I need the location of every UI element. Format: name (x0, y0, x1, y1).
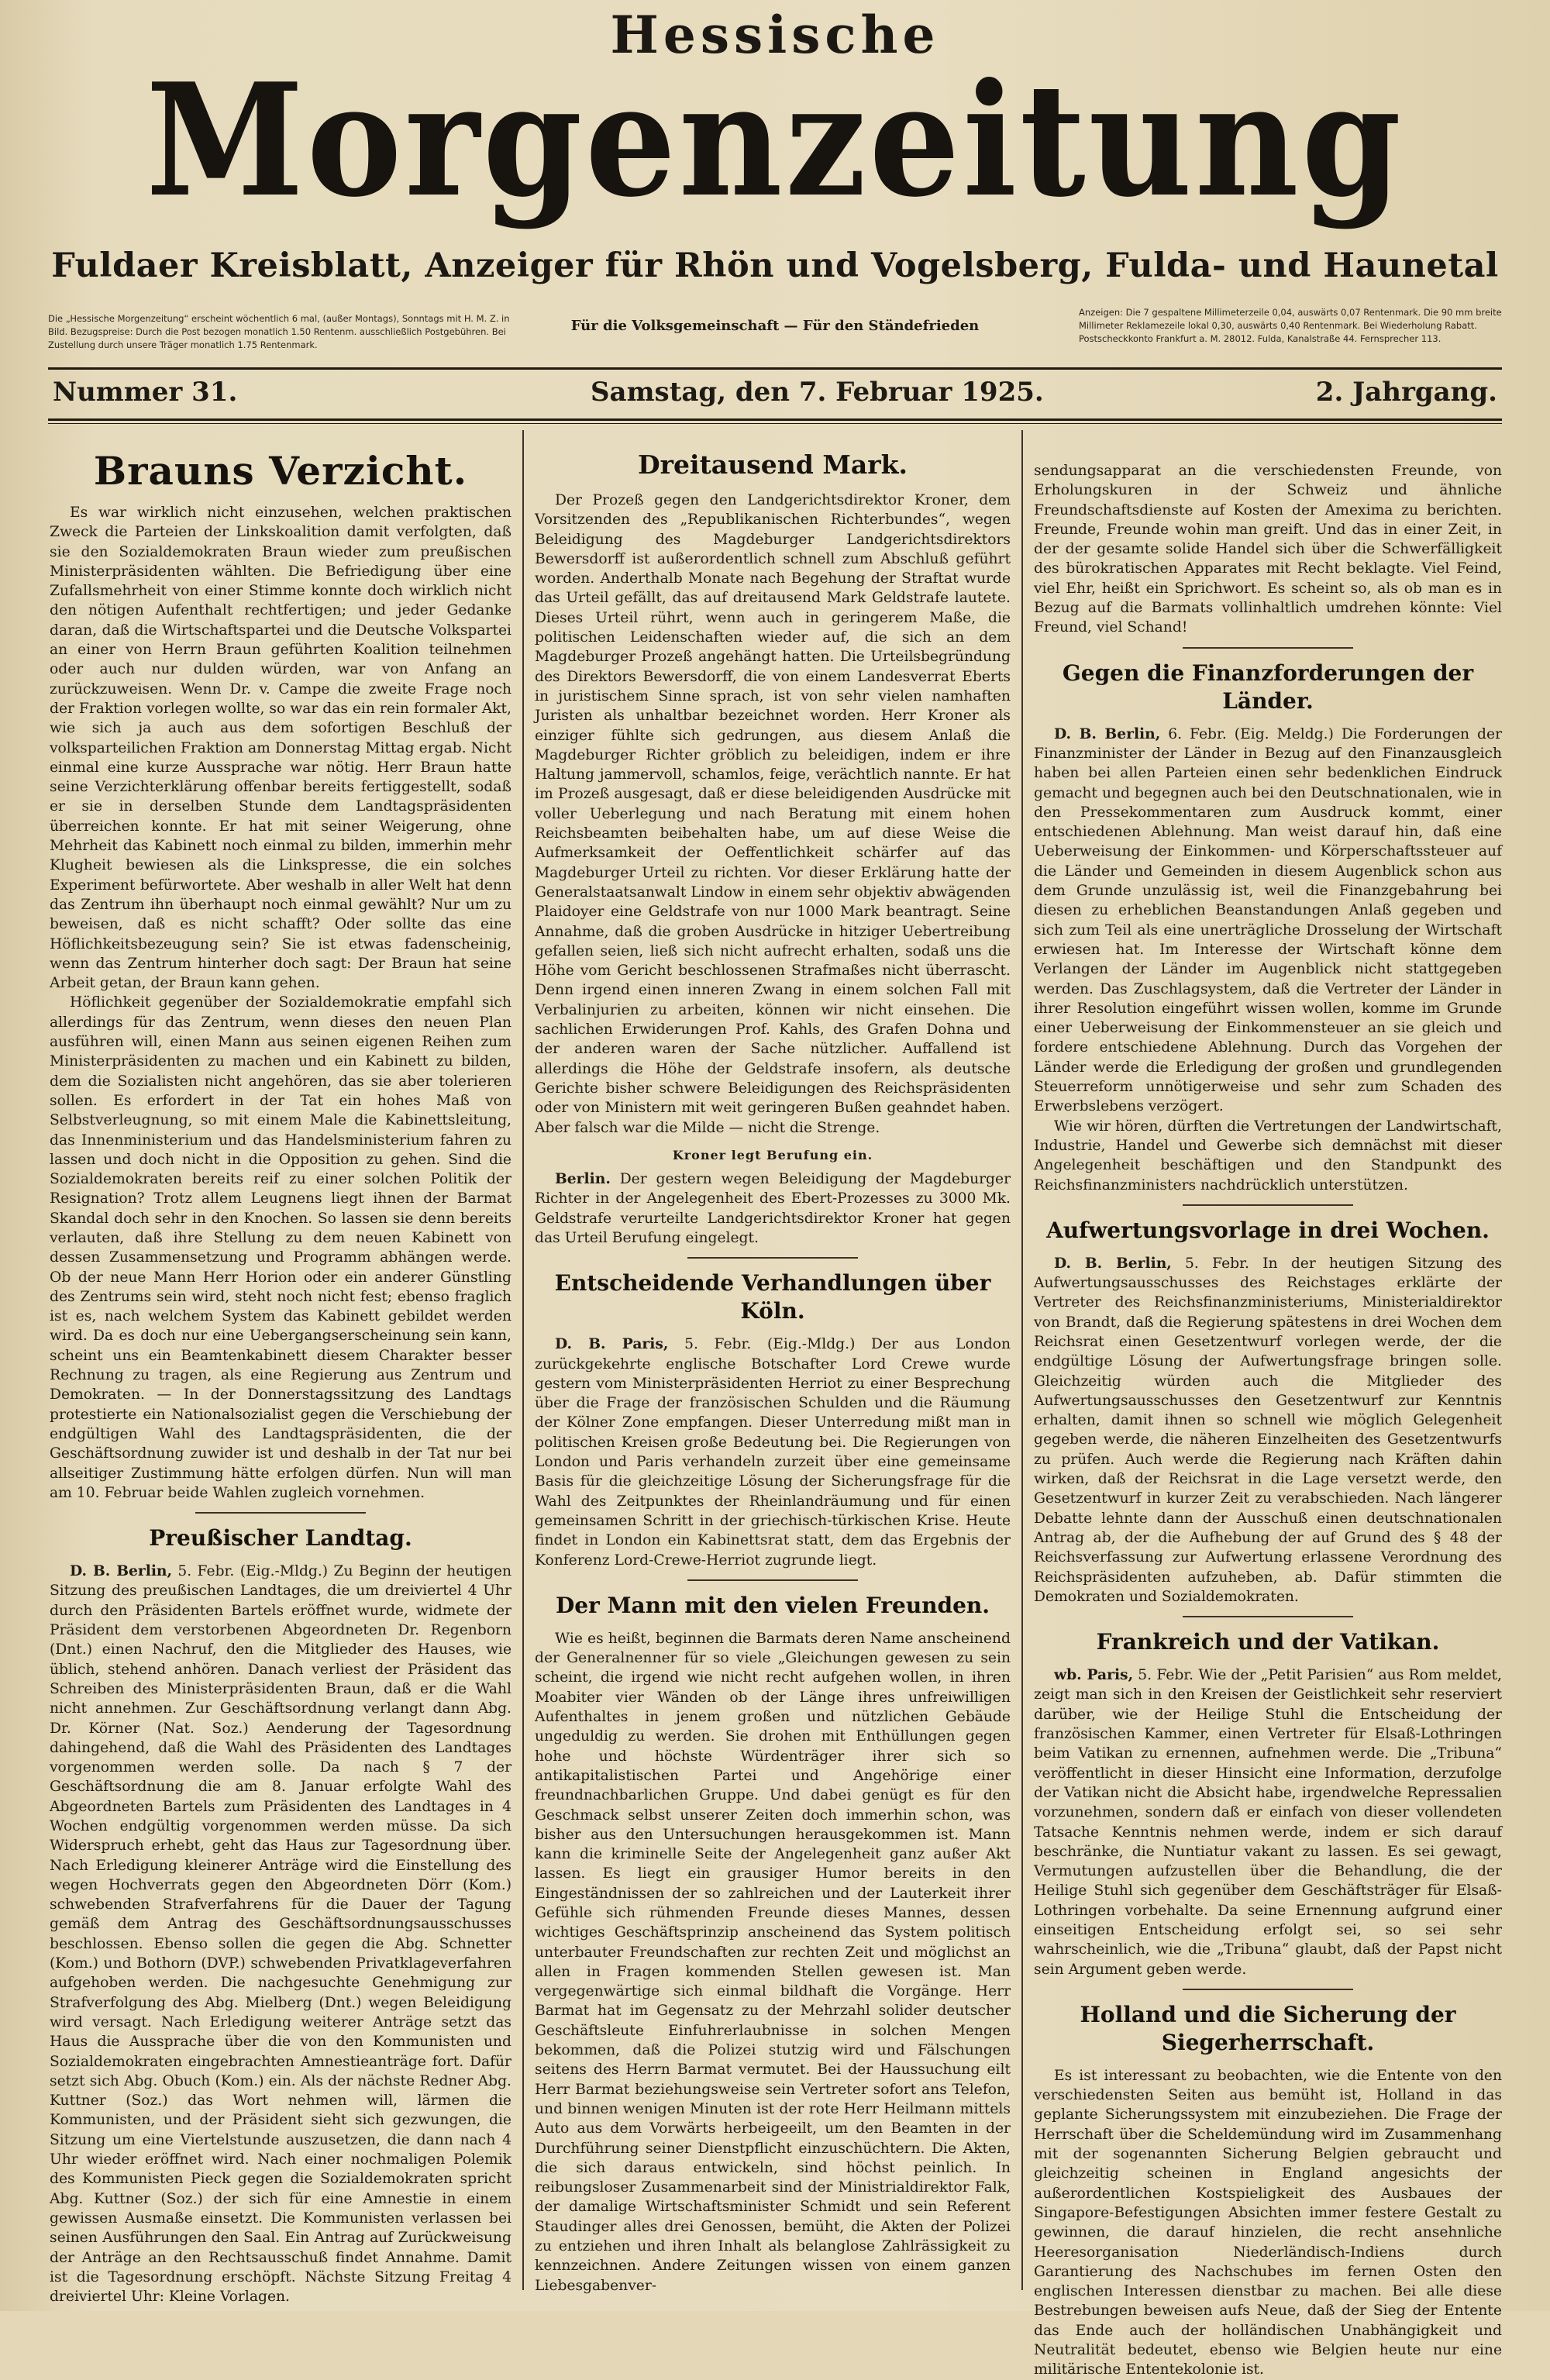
article-paragraph: Der Prozeß gegen den Landgerichtsdirektor Kroner, dem Vorsitzenden des „Republikanischen Richterbundes“, wegen Beleidigung des Magdeburger Landgerichtsdirektors Bewersdorff ist außerordentlich schnell zum Abschluß geführt worden. Anderthalb Monate nach Begehung der Straftat wurde das Urteil gefällt, das auf dreitausend Mark Geldstrafe lautete. Dieses Urteil rührt, wenn auch in geringerem Maße, die politischen Leidenschaften wieder auf, die sich an dem Magdeburger Prozeß angehängt hatten. Die Urteilsbegründung des Direktors Bewersdorff, die von einem Landesverrat Eberts in juristischem Sinne sprach, ist von sehr vielen namhaften Juristen als unhaltbar bezeichnet worden. Herr Kroner als einziger fühlte sich gedrungen, aus diesem Anlaß die Magdeburger Richter gröblich zu beleidigen, indem er ihre Haltung jammervoll, schamlos, feige, verächtlich nannte. Er hat im Prozeß ausgesagt, daß er diese beleidigenden Ausdrücke mit voller Ueberlegung und nach Beratung mit einem hohen Reichsbeamten beibehalten habe, um auf diese Weise die Aufmerksamkeit der Oeffentlichkeit schärfer auf das Magdeburger Urteil zu richten. Vor dieser Erklärung hatte der Generalstaatsanwalt Lindow in einem sehr objektiv abwägenden Plaidoyer eine Geldstrafe von nur 1000 Mark beantragt. Seine Annahme, daß die groben Ausdrücke in hitziger Uebertreibung gefallen seien, ließ sich nicht aufrecht erhalten, sodaß uns die Höhe vom Gericht beschlossenen Strafmaßes nicht überrascht. Denn irgend einen inneren Zwang in einem solchen Fall mit Verbalinjurien zu arbeiten, können wir nicht einsehen. Die sachlichen Erwiderungen Prof. Kahls, des Grafen Dohna und der anderen waren der Sache nützlicher. Auffallend ist allerdings die Höhe der Geldstrafe insofern, als deutsche Gerichte bisher schwere Beleidigungen des Reichspräsidenten oder von Ministern mit weit geringeren Bußen geahndet haben. Aber falsch war die Milde — nicht die Strenge. (535, 492, 1011, 1136)
dateline-lead: D. B. Berlin, (1054, 725, 1161, 742)
subscription-info: Die „Hessische Morgenzeitung“ erscheint wöchentlich 6 mal, (außer Montags), Sonntags mit H. M. Z. in Bild. Bezugspreise: Durch die Post bezogen monatlich 1.50 Rentenm. ausschließlich Postgebühren. Bei Zustellung durch unsere Träger monatlich 1.75 Rentenmark. (48, 313, 510, 350)
paragraph-body: Der gestern wegen Beleidigung der Magdeburger Richter in der Angelegenheit des Ebert-Prozesses zu 3000 Mk. Geldstrafe verurteilte Landgerichtsdirektor Kroner hat gegen das Urteil Berufung eingelegt. (535, 1171, 1011, 1246)
paragraph-body: 5. Febr. In der heutigen Sitzung des Aufwertungsausschusses des Reichstages erklärte der Vertreter des Reichsfinanzministeriums, Ministerialdirektor von Brandt, daß die Regierung spätestens in drei Wochen dem Reichsrat einen Gesetzentwurf vorlegen werde, der die endgültige Lösung der Aufwertungsfrage bringen solle. Gleichzeitig würden auch die Mitglieder des Aufwertungsausschusses den Gesetzentwurf zur Kenntnis erhalten, damit ihnen so schnell wie möglich Gelegenheit gegeben werde, die näheren Einzelheiten des Gesetzentwurfs zu prüfen. Auch werde die Regierung nach Kräften dahin wirken, daß der Reichsrat in die Lage versetzt werde, den Gesetzentwurf in kurzer Zeit zu verabschieden. Nach längerer Debatte lehnte dann der Ausschuß einen deutschnationalen Antrag ab, der die Aufhebung der auf Grund des § 48 der Reichsverfassung zur Aufwertung erlassene Verordnung des Reichspräsidenten aufzuheben, ab. Dafür stimmten die Demokraten und Sozialdemokraten. (1034, 1255, 1502, 1605)
paragraph-body: 5. Febr. (Eig.-Mldg.) Zu Beginn der heutigen Sitzung des preußischen Landtages, die um dreiviertel 4 Uhr durch den Präsidenten Bartels eröffnet wurde, widmete der Präsident dem verstorbenen Abgeordneten Dr. Regenborn (Dnt.) einen Nachruf, den die Mitglieder des Hauses, wie üblich, stehend anhören. Danach verliest der Präsident das Schreiben des Ministerpräsidenten Braun, daß er die Wahl nicht annehmen. Zur Geschäftsordnung verlangt dann Abg. Dr. Körner (Nat. Soz.) Aenderung der Tagesordnung dahingehend, daß die Wahl des Präsidenten des Landtages vorgenommen werden solle. Da nach § 7 der Geschäftsordnung die am 8. Januar erfolgte Wahl des Abgeordneten Bartels zum Präsidenten des Landtages in 4 Wochen endgültig vorgenommen werden müsse. Da sich Widerspruch erhebt, geht das Haus zur Tagesordnung über. Nach Erledigung kleinerer Anträge wird die Einstellung des wegen Hochverrats gegen den Abgeordneten Dörr (Kom.) schwebenden Strafverfahrens für die Dauer der Tagung gemäß dem Antrag des Geschäftsordnungsausschusses beschlossen. Ebenso sollen die gegen die Abg. Schnetter (Kom.) und Bothorn (DVP.) schwebenden Privatklageverfahren aufgehoben werden. Die nachgesuchte Genehmigung zur Strafverfolgung des Abg. Mielberg (Dnt.) wegen Beleidigung wird versagt. Nach Erledigung weiterer Anträge setzt das Haus die Aussprache über die von den Kommunisten und Sozialdemokraten eingebrachten Amnestieanträge fort. Dafür setzt sich Abg. Obuch (Kom.) ein. Als der nächste Redner Abg. Kuttner (Soz.) das Wort nehmen will, lärmen die Kommunisten, und der Präsident sieht sich gezwungen, die Sitzung um eine Viertelstunde auszusetzen, die dann nach 4 Uhr wieder eröffnet wird. Nach einer nochmaligen Polemik des Kommunisten Pieck gegen die Sozialdemokraten spricht Abg. Kuttner (Soz.) der sich für eine Amnestie in einem gewissen Ausmaße einsetzt. Die Kommunisten verlassen bei seinen Ausführungen den Saal. Ein Antrag auf Zurückweisung der Anträge an den Rechtsausschuß findet Annahme. Damit ist die Tagesordnung erschöpft. Nächste Sitzung Freitag 4 dreiviertel Uhr: Kleine Vorlagen. (50, 1563, 512, 2306)
headline-frankreich-vatikan: Frankreich und der Vatikan. (1096, 1629, 1440, 1655)
article-paragraph: Wie wir hören, dürften die Vertretungen der Landwirtschaft, Industrie, Handel und Gewerbe sich demnächst mit dieser Angelegenheit beschäftigen und den Standpunkt des Reichsfinanzministers nachdrücklich unterstützen. (1034, 1118, 1502, 1193)
dateline-lead: D. B. Berlin, (1054, 1254, 1172, 1272)
masthead-top: Hessische (610, 5, 940, 65)
header-rule-bottom (48, 418, 1502, 421)
column-2 (535, 438, 1011, 2296)
paragraph-body: 5. Febr. Wie der „Petit Parisien“ aus Rom meldet, zeigt man sich in den Kreisen der Geistlichkeit sehr reserviert darüber, wie der Heilige Stuhl die Entscheidung der französischen Kammer, einen Vertreter für Elsaß-Lothringen beim Vatikan zu ernennen, aufnehmen werde. Die „Tribuna“ veröffentlicht in dieser Hinsicht eine Information, derzufolge der Vatikan nicht die Absicht habe, irgendwelche Repressalien vorzunehmen, sondern daß er einfach von dieser vollendeten Tatsache Kenntnis nehmen werde, indem er sich darauf beschränke, die Nuntiatur vakant zu lassen. Es sei gewagt, Vermutungen aufzustellen über die Behandlung, die der Heilige Stuhl sich gegenüber dem Geschäftsträger für Elsaß-Lothringen vorbehalte. Da seine Ernennung aufgrund einer einseitigen Entscheidung erfolgt sei, so sei sehr wahrscheinlich, wie die „Tribuna“ glaubt, daß der Papst nicht sein Argument geben werde. (1034, 1667, 1502, 1978)
article-paragraph: Es war wirklich nicht einzusehen, welchen praktischen Zweck die Parteien der Linkskoalition damit verfolgten, daß sie den Sozialdemokraten Braun wieder zum preußischen Ministerpräsidenten wählten. Die Befriedigung über eine Zufallsmehrheit von einer Stimme konnte doch wirklich nicht den nötigen Aufenthalt rechtfertigen; und jeder Gedanke daran, daß die Wirtschaftspartei und die Deutsche Volkspartei an einer von Herrn Braun geführten Koalition teilnehmen oder auch nur dulden würden, war von Anfang an zurückzuweisen. Wenn Dr. v. Campe die zweite Frage noch der Fraktion vorlegen wollte, so war das ein rein formaler Akt, wie sich ja auch aus dem sofortigen Beschluß der volksparteilichen Fraktion am Donnerstag Mittag ergab. Nicht einmal eine kurze Aussprache war nötig. Herr Braun hatte seine Verzichterklärung offenbar bereits fertiggestellt, sodaß er sie in derselben Stunde dem Landtagspräsidenten überreichen konnte. Er hat mit seiner Weigerung, ohne Mehrheit das Kabinett noch einmal zu bilden, immerhin mehr Klugheit bewiesen als die Linkspresse, die ein solches Experiment befürwortete. Aber weshalb in aller Welt hat denn das Zentrum ihn überhaupt noch einmal gewählt? Nur um zu beweisen, daß es nicht schafft? Oder sollte das eine Höflichkeitsbezeugung sein? Sie ist etwas fadenscheinig, wenn das Zentrum hinterher doch sagt: Der Braun hat seine Arbeit getan, der Braun kann gehen. (50, 505, 512, 992)
article-divider (195, 1512, 366, 1514)
headline-preussischer-landtag: Preußischer Landtag. (149, 1525, 412, 1552)
column-rule-2 (1021, 430, 1023, 2290)
paragraph-body: 6. Febr. (Eig. Meldg.) Die Forderungen der Finanzminister der Länder in Bezug auf den Finanzausgleich haben bei allen Parteien einen sehr bedenklichen Eindruck gemacht und begegnen auch bei den Deutschnationalen, wie in den Pressekommentaren zum Ausdruck kommt, einer entschiedenen Ablehnung. Man weist darauf hin, daß eine Ueberweisung der Einkommen- und Körperschaftssteuer auf die Länder und Gemeinden in diesem Augenblick schon aus dem Grunde unzulässig ist, weil die Finanzgebahrung bei diesen zu erheblichen Beanstandungen Anlaß gegeben und sich zum Teil als eine unerträgliche Drosselung der Wirtschaft erwiesen hat. Im Interesse der Wirtschaft könne dem Verlangen der Länder im Augenblick nicht stattgegeben werden. Das Zuschlagsystem, daß die Vertreter der Länder in ihrer Resolution eingeführt wissen wollen, komme im Grunde einer Ueberweisung der Einkommensteuer an sie gleich und fordere entschiedene Ablehnung. Durch das Vorgehen der Länder werde die Erledigung der großen und grundlegenden Steuerreform unnötigerweise und sehr zum Schaden des Erwerbslebens verzögert. (1034, 725, 1502, 1115)
headline-dreitausend-mark: Dreitausend Mark. (638, 449, 908, 480)
article-paragraph: Höflichkeit gegenüber der Sozialdemokratie empfahl sich allerdings für das Zentrum, wenn dieses den neuen Plan ausführen will, einen Mann aus seinen eigenen Reihen zum Ministerpräsidenten zu machen und ein Kabinett zu bilden, dem die Sozialisten nicht angehören, das sie aber tolerieren sollen. Es erfordert in der Tat ein hohes Maß von Selbstverleugnung, so mit einem Male die Kabinettsleitung, das Innenministerium und das Handelsministerium fahren zu lassen und doch nicht in die Opposition zu gehen. Sind die Sozialdemokraten bereits reif zu einer solchen Politik der Resignation? Trotz allem Leugnens liegt ihnen der Barmat Skandal doch sehr in den Knochen. So lassen sie denn bereits verlauten, daß ihre Stellung zu dem neuen Kabinett von dessen Zusammensetzung und Programm abhängen werde. Ob der neue Mann Herr Horion oder ein anderer Günstling des Zentrums sein wird, steht noch nicht fest; ebenso fraglich ist es, nach welchem System das Kabinett gebildet werden wird. Da es doch nur eine Uebergangserscheinung sein kann, scheint uns ein Beamtenkabinett diesem Charakter besser Rechnung zu tragen, als eine Regierung aus Zentrum und Demokraten. — In der Donnerstagssitzung des Landtags protestierte ein Nationalsozialist gegen die Verschiebung der endgültigen Wahl des Landtagspräsidenten, die der Geschäftsordnung zuwider ist und deshalb in der Tat nur bei allseitiger Zustimmung hätte erfolgen dürfen. Nun will man am 10. Februar beide Wahlen zugleich vornehmen. (50, 994, 512, 1501)
article-paragraph (1034, 1665, 1502, 1979)
header-rule-top (48, 367, 1502, 370)
article-divider (1183, 1989, 1353, 1990)
issue-year: 2. Jahrgang. (1315, 377, 1497, 408)
column-3 (1034, 461, 1502, 2380)
article-paragraph (535, 1169, 1011, 1248)
dateline-lead: D. B. Paris, (555, 1335, 669, 1353)
dateline (48, 377, 1502, 415)
headline-holland-sicherung: Holland und die Sicherung der Siegerherrschaft. (1080, 2001, 1456, 2055)
column-rule-1 (522, 430, 524, 2290)
subheading: Kroner legt Berufung ein. (672, 1147, 873, 1162)
header-rule-bottom-thin (48, 423, 1502, 424)
issue-date: Samstag, den 7. Februar 1925. (591, 377, 1044, 408)
article-divider (687, 1579, 858, 1581)
column-1 (50, 438, 512, 2306)
advertising-info: Anzeigen: Die 7 gespaltene Millimeterzeile 0,04, auswärts 0,07 Rentenmark. Die 90 mm breite Millimeter Reklamezeile lokal 0,30, auswärts 0,40 Rentenmark. Bei Wiederholung Rabatt. Postscheckkonto Frankfurt a. M. 28012. Fulda, Kanalstraße 44. Fernsprecher 113. (1079, 307, 1502, 344)
article-paragraph (535, 1335, 1011, 1570)
motto: Für die Volksgemeinschaft — Für den Ständefrieden (570, 318, 980, 334)
article-paragraph (50, 1562, 512, 2306)
article-paragraph: sendungsapparat an die verschiedensten Freunde, von Erholungskuren in der Schweiz und ähnliche Freundschaftsdienste auf Kosten der Amexima zu berichten. Freunde, Freunde wohin man greift. Und das in einer Zeit, in der der gesamte solide Handel sich über die Schwerfälligkeit des bürokratischen Apparates mit Recht beklagte. Viel Feind, viel Ehr, heißt ein Sprichwort. Es scheint so, als ob man es in Bezug auf die Barmats vollinhaltlich umdrehen könnte: Viel Freund, viel Schand! (1034, 463, 1502, 636)
masthead-title: Morgenzeitung (146, 50, 1404, 232)
headline-finanzforderungen: Gegen die Finanzforderungen der Länder. (1062, 660, 1474, 714)
article-paragraph: Wie es heißt, beginnen die Barmats deren Name anscheinend der Generalnenner für so viele „Gleichungen gewesen zu sein scheint, die irgend wie nicht recht aufgehen wollen, in ihren Moabiter vier Wänden ob der Länge ihres unfreiwilligen Aufenthaltes in jenem großen und nützlichen Gebäude ungeduldig zu werden. Sie drohen mit Enthüllungen gegen hohe und höchste Würdenträger ihrer sich so antikapitalistischen Partei und Angehörige einer freundnachbarlichen Gruppe. Und dabei genügt es für den Geschmack selbst unserer Zeiten doch immerhin schon, was bisher aus den Untersuchungen herausgekommen ist. Mann kann die kriminelle Seite der Angelegenheit ganz außer Akt lassen. Es liegt ein grausiger Humor bereits in den Eingeständnissen der so zahlreichen und der Lauterkeit ihrer Gefühle sich rühmenden Freunde dieses Mannes, dessen wichtiges Geschäftsprinzip anscheinend das System politisch unterbauter Freundschaften zur rechten Zeit und möglichst an allen in Fragen kommenden Stellen gewesen ist. Man vergegenwärtige sich einmal bildhaft die Vorgänge. Herr Barmat hat im Gegensatz zu der Mehrzahl solider deutscher Geschäftsleute Einfuhrerlaubnisse in solchen Mengen bekommen, daß die Polizei stutzig wird und Fälschungen seitens des Herrn Barmat vermutet. Bei der Haussuchung eilt Herr Barmat beziehungsweise sein Vertreter sofort ans Telefon, und binnen wenigen Minuten ist der rote Herr Heilmann mittels Auto aus dem Vorwärts herbeigeeilt, um den Beamten in der Durchführung seiner Dienstpflicht einzuschüchtern. Die Akten, die sich daraus entwickeln, sind höchst peinlich. In reibungsloser Zusammenarbeit sind der Ministrialdirektor Falk, der damalige Wirtschaftsminister Schmidt und sein Referent Staudinger alles drei Genossen, bemüht, die Akten der Polizei zu entziehen und ihren Inhalt als belanglose Zahlrässigkeit zu kennzeichnen. Andere Zeitungen wissen von einem ganzen Liebesgabenver- (535, 1630, 1011, 2294)
dateline-lead: wb. Paris, (1054, 1666, 1134, 1684)
article-divider (1183, 1204, 1353, 1206)
dateline-lead: Berlin. (555, 1170, 611, 1188)
headline-mann-mit-freunden: Der Mann mit den vielen Freunden. (555, 1592, 990, 1618)
dateline-lead: D. B. Berlin, (70, 1562, 173, 1580)
article-divider (1183, 647, 1353, 649)
headline-verhandlungen-koeln: Entscheidende Verhandlungen über Köln. (554, 1270, 991, 1324)
paragraph-body: 5. Febr. (Eig.-Mldg.) Der aus London zurückgekehrte englische Botschafter Lord Crewe wurde gestern vom Ministerpräsidenten Herriot zu einer Besprechung über die Frage der französischen Schulden und die Räumung der Kölner Zone empfangen. Dieser Unterredung mißt man in politischen Kreisen große Bedeutung bei. Die Regierungen von London und Paris verhandeln zurzeit über eine gemeinsame Basis für die gleichzeitige Lösung der Sicherungsfrage für die Wahl des Zeitpunktes der Rheinlandräumung und für einen gemeinsamen Schritt in der griechisch-türkischen Krise. Heute findet in London ein Kabinettsrat statt, dem das Ergebnis der Konferenz Lord-Crewe-Herriot zugrunde liegt. (535, 1336, 1011, 1569)
issue-number: Nummer 31. (53, 377, 238, 408)
masthead-subtitle: Fuldaer Kreisblatt, Anzeiger für Rhön und Vogelsberg, Fulda- und Haunetal (51, 246, 1499, 285)
headline-brauns-verzicht: Brauns Verzicht. (93, 448, 468, 494)
article-divider (687, 1257, 858, 1259)
article-paragraph (1034, 725, 1502, 1117)
article-paragraph: Es ist interessant zu beobachten, wie die Entente von den verschiedensten Seiten aus bemüht ist, Holland in das geplante Sicherungssystem mit einzubeziehen. Die Frage der Herrschaft über die Scheldemündung wird im Zusammenhang mit der sogenannten Sicherung Belgien gebraucht und gleichzeitig scheinen in England angesichts der außerordentlichen Kostspieligkeit des Ausbaues der Singapore-Befestigungen Absichten immer festere Gestalt zu gewinnen, die darauf hinzielen, die recht ansehnliche Heeresorganisation Niederländisch-Indiens durch Garantierung des Nachschubes im fernen Osten den englischen Interessen dienstbar zu machen. Bei alle diese Bestrebungen beweisen aufs Neue, daß der Sieg der Entente das Ende auch der holländischen Unabhängigkeit und Neutralität bedeutet, ebenso wie Belgien heute nur eine militärische Ententekolonie ist. (1034, 2067, 1502, 2378)
article-paragraph (1034, 1254, 1502, 1607)
headline-aufwertungsvorlage: Aufwertungsvorlage in drei Wochen. (1046, 1217, 1490, 1243)
article-divider (1183, 1616, 1353, 1617)
